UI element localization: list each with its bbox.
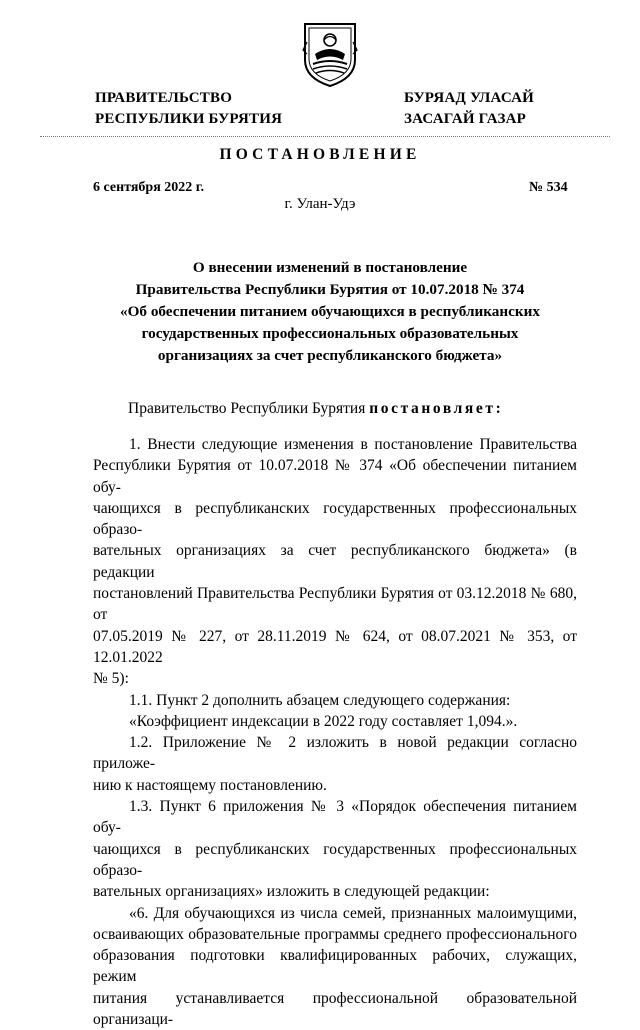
document-date: 6 сентября 2022 г. <box>93 180 205 195</box>
header-left-line1: ПРАВИТЕЛЬСТВО <box>95 90 233 106</box>
body-line: постановлений Правительства Республики Бурятия от 03.12.2018 № 680, от <box>93 585 577 624</box>
header-separator <box>40 136 610 137</box>
document-subject <box>80 257 580 367</box>
body-line: 1.1. Пункт 2 дополнить абзацем следующего содержания: <box>129 691 511 709</box>
body-line: осваивающих образовательные программы среднего профессионального <box>93 925 577 943</box>
body-line: нию к настоящему постановлению. <box>93 776 327 794</box>
header-right-line1: БУРЯАД УЛАСАЙ <box>404 90 535 106</box>
subject-line: организациях за счет республиканского бюджета» <box>157 347 503 364</box>
body-line: 1.2. Приложение № 2 изложить в новой редакции согласно приложе- <box>93 734 577 773</box>
body-line: Республики Бурятия от 10.07.2018 № 374 «Об обеспечении питанием обу- <box>93 457 577 496</box>
coat-of-arms-icon <box>299 20 361 88</box>
document-type: ПОСТАНОВЛЕНИЕ <box>219 146 421 163</box>
body-line: образования подготовки квалифицированных рабочих, служащих, режим <box>93 947 577 986</box>
subject-line: государственных профессиональных образовательных <box>141 325 519 342</box>
preamble-text: Правительство Республики Бурятия <box>128 400 366 417</box>
document-number: № 534 <box>529 180 568 195</box>
body-line: 1. Внести следующие изменения в постановление Правительства <box>129 436 577 453</box>
subject-line: О внесении изменений в постановление <box>192 259 468 276</box>
body-line: «6. Для обучающихся из числа семей, признанных малоимущими, <box>129 904 577 922</box>
document-body <box>93 434 577 1030</box>
body-line: вательных организациях за счет республиканского бюджета» (в редакции <box>93 542 577 581</box>
government-name-buryat <box>404 88 534 130</box>
body-line: вательных организациях» изложить в следующей редакции: <box>93 883 490 901</box>
body-line: чающихся в республиканских государственных профессиональных образо- <box>93 840 577 879</box>
subject-line: Правительства Республики Бурятия от 10.07.2018 № 374 <box>135 281 525 298</box>
body-line: 07.05.2019 № 227, от 28.11.2019 № 624, от 08.07.2021 № 353, от 12.01.2022 <box>93 627 577 666</box>
body-line: питания устанавливается профессиональной образовательной организаци- <box>93 989 577 1029</box>
body-line: «Коэффициент индексации в 2022 году составляет 1,094.». <box>129 712 518 730</box>
body-line: 1.3. Пункт 6 приложения № 3 «Порядок обеспечения питанием обу- <box>93 798 577 837</box>
header-left-line2: РЕСПУБЛИКИ БУРЯТИЯ <box>95 111 283 127</box>
body-line: № 5): <box>93 670 129 688</box>
subject-line: «Об обеспечении питанием обучающихся в республиканских <box>120 303 540 320</box>
preamble <box>128 400 503 418</box>
document-city: г. Улан-Удэ <box>284 196 356 212</box>
header-right-line2: ЗАСАГАЙ ГАЗАР <box>404 111 526 127</box>
preamble-verb: постановляет: <box>369 400 504 417</box>
government-name-russian <box>95 88 282 130</box>
body-line: чающихся в республиканских государственных профессиональных образо- <box>93 499 577 539</box>
